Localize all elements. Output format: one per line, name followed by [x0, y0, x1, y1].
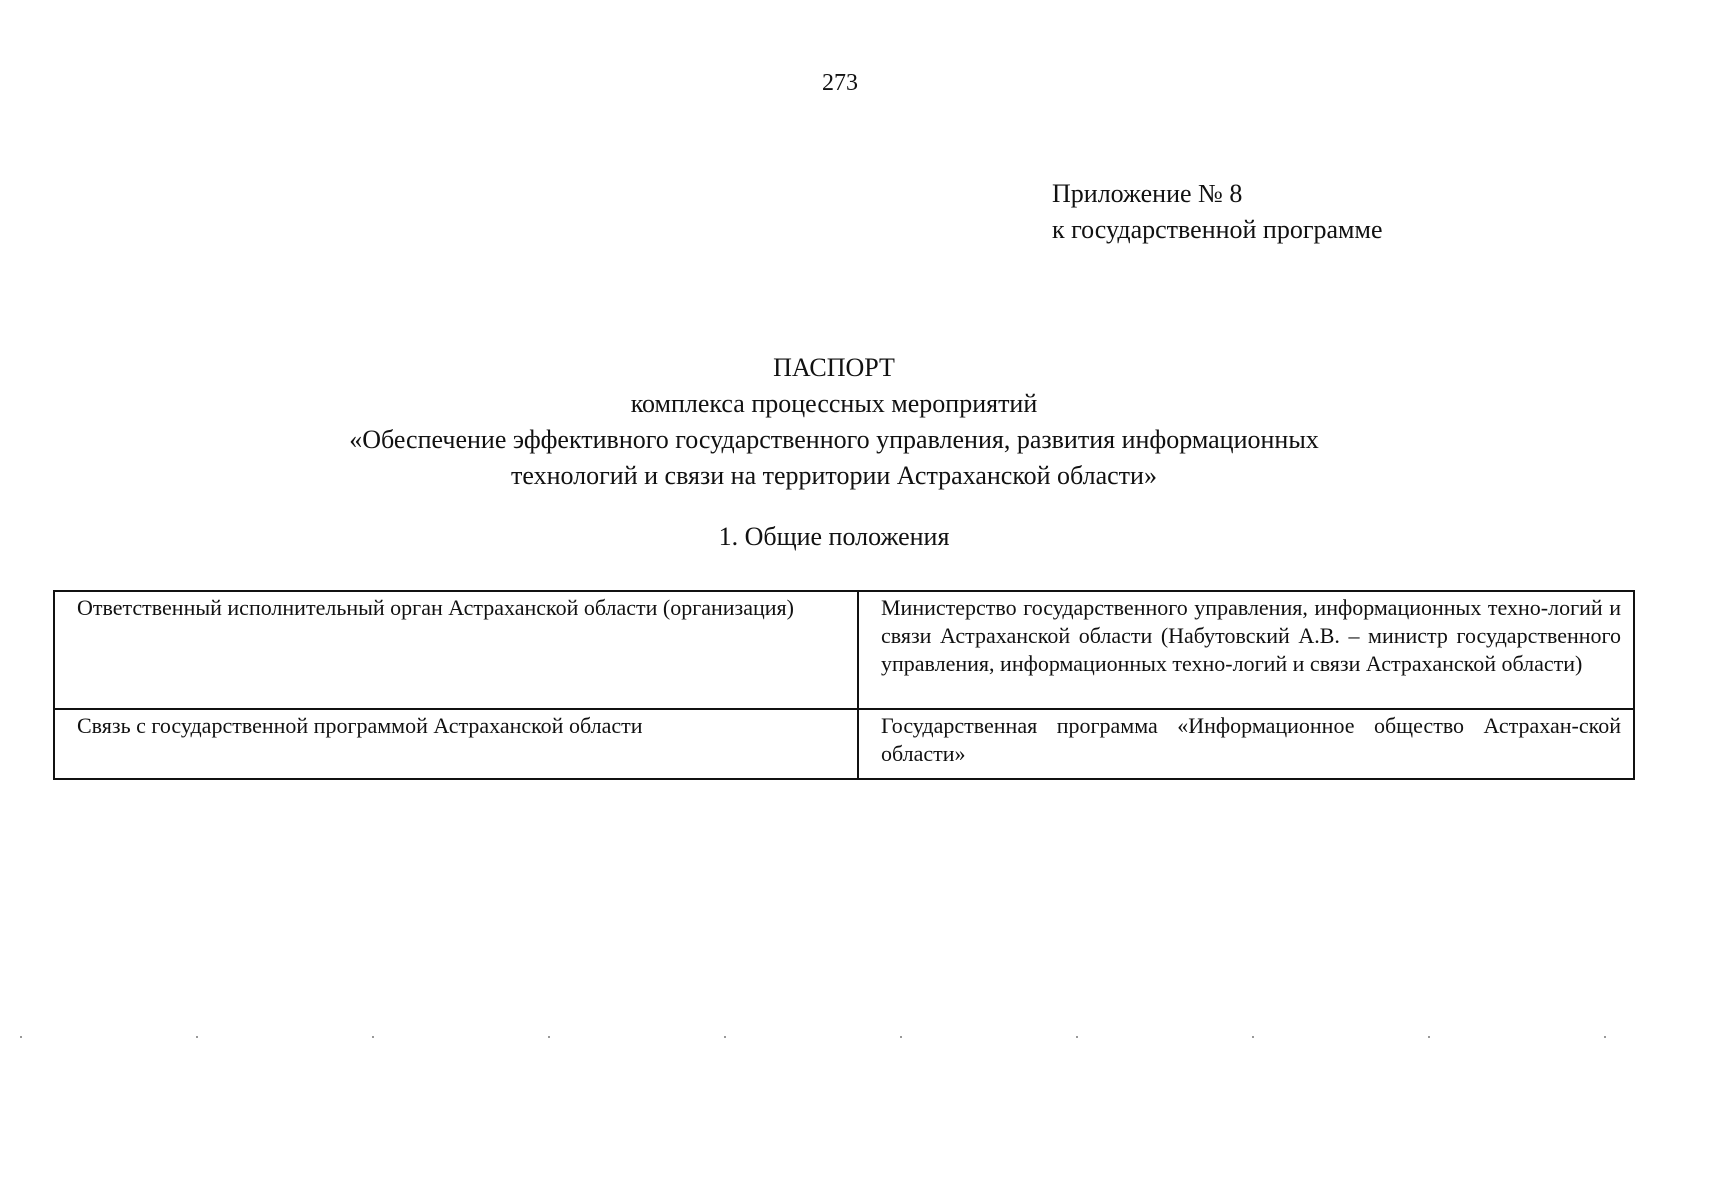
document-title: [0, 350, 1668, 494]
title-line-1: ПАСПОРТ: [773, 353, 895, 382]
scan-dot: [372, 1036, 374, 1038]
title-line-2: комплекса процессных мероприятий: [630, 389, 1038, 418]
table-cell-value: Министерство государственного управления, информационных техно-логий и связи Астраханской области (Набутовский А.В. – министр государственного управления, информационных техно-логий и связи Астраханской области): [858, 591, 1634, 709]
general-provisions-table: [53, 590, 1635, 780]
table-row: [54, 591, 1634, 709]
scan-dot: [1252, 1036, 1254, 1038]
appendix-line-2: к государственной программе: [1052, 215, 1383, 244]
section-heading: 1. Общие положения: [718, 522, 950, 551]
appendix-line-1: Приложение № 8: [1052, 179, 1243, 208]
scan-dot: [724, 1036, 726, 1038]
title-line-4: технологий и связи на территории Астраханской области»: [511, 461, 1157, 490]
scan-dot: [196, 1036, 198, 1038]
scan-dot-artifacts: [0, 1036, 1718, 1040]
scan-dot: [20, 1036, 22, 1038]
scan-dot: [1076, 1036, 1078, 1038]
title-line-3: «Обеспечение эффективного государственного управления, развития информационных: [349, 425, 1319, 454]
table-row: [54, 709, 1634, 779]
table-cell-label: Ответственный исполнительный орган Астраханской области (организация): [54, 591, 858, 709]
scan-dot: [548, 1036, 550, 1038]
appendix-note: [1052, 176, 1383, 248]
table-cell-value: Государственная программа «Информационное общество Астрахан-ской области»: [858, 709, 1634, 779]
scan-dot: [1604, 1036, 1606, 1038]
table-cell-label: Связь с государственной программой Астраханской области: [54, 709, 858, 779]
scan-dot: [1428, 1036, 1430, 1038]
page-number: 273: [822, 70, 858, 96]
scan-dot: [900, 1036, 902, 1038]
